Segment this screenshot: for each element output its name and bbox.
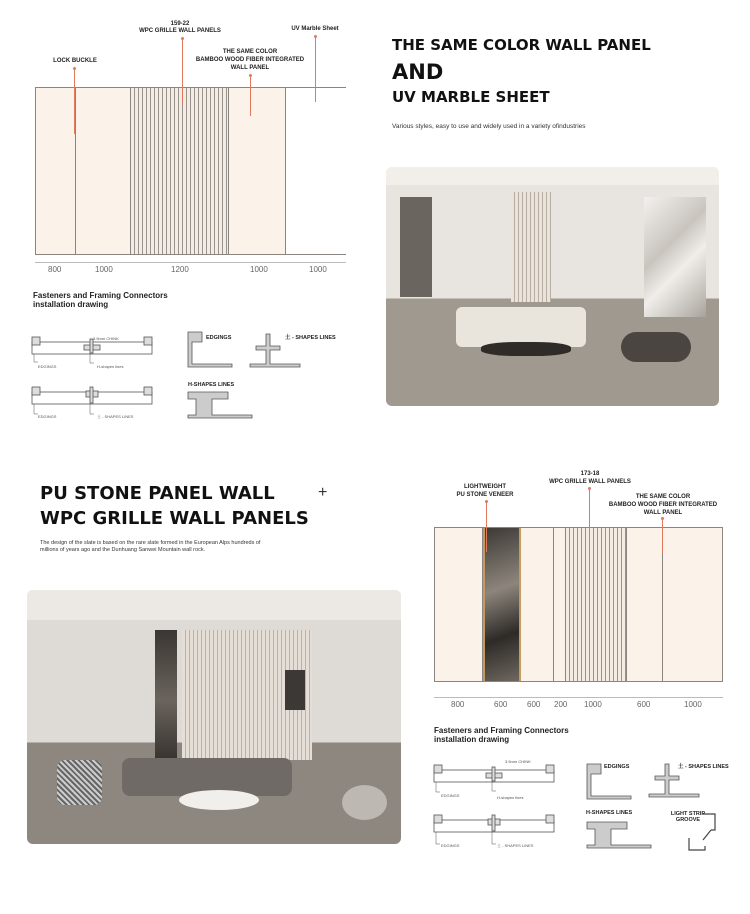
top-description: Various styles, easy to use and widely used in a variety ofindustries bbox=[392, 123, 586, 130]
top-heading-line3: UV MARBLE SHEET bbox=[392, 88, 550, 106]
tshape-small-label: 土 - SHAPES LINES bbox=[97, 414, 134, 419]
tshape-label: 土 - SHAPES LINES bbox=[678, 764, 729, 770]
label-grille-code: 173-18 bbox=[580, 471, 600, 477]
label-grille-code: 159-22 bbox=[170, 21, 190, 27]
living-room-photo-marble bbox=[386, 167, 719, 406]
dimension: 1000 bbox=[309, 265, 327, 274]
dimension: 200 bbox=[554, 700, 568, 709]
dimension: 1000 bbox=[684, 700, 702, 709]
fasteners-title: Fasteners and Framing Connectors bbox=[434, 726, 569, 735]
connector-drawings-icon bbox=[432, 760, 562, 855]
dimension: 800 bbox=[451, 700, 465, 709]
label-lock-buckle: LOCK BUCKLE bbox=[53, 58, 97, 64]
bottom-description-1: The design of the slate is based on the rare slate formed in the European Alps hundreds of bbox=[40, 540, 261, 546]
dimension: 1000 bbox=[584, 700, 602, 709]
edgings-small-label-2: EDGINGS bbox=[38, 414, 57, 419]
dimension: 1000 bbox=[95, 265, 113, 274]
gap-label: 3.5mm CHINK bbox=[93, 336, 119, 341]
living-room-photo-stone bbox=[27, 590, 401, 844]
label-stone-1: LIGHTWEIGHT bbox=[464, 484, 506, 490]
top-heading-line1: THE SAME COLOR WALL PANEL bbox=[392, 36, 651, 54]
label-grille: WPC GRILLE WALL PANELS bbox=[139, 28, 221, 34]
hshape-label: H-SHAPES LINES bbox=[586, 810, 633, 816]
dimension: 1000 bbox=[250, 265, 268, 274]
light-strip-label-2: GROOVE bbox=[675, 817, 701, 823]
edgings-small-label-2: EDGINGS bbox=[441, 843, 460, 848]
top-heading-line2: AND bbox=[392, 60, 444, 84]
fasteners-subtitle: installation drawing bbox=[434, 735, 510, 744]
dimension: 600 bbox=[494, 700, 508, 709]
label-stone-2: PU STONE VENEER bbox=[456, 492, 514, 498]
edgings-small-label: EDGINGS bbox=[441, 793, 460, 798]
wall-panel-drawing bbox=[35, 87, 346, 255]
light-strip-label-1: LIGHT STRIP bbox=[670, 811, 706, 817]
gap-label: 3.5mm CHINK bbox=[505, 759, 531, 764]
bottom-description-2: millions of years ago and the Dunhuang Sanwei Mountain wall rock. bbox=[40, 547, 206, 553]
dimension: 600 bbox=[637, 700, 651, 709]
label-same-color-1: THE SAME COLOR bbox=[635, 494, 691, 500]
edgings-label: EDGINGS bbox=[206, 335, 232, 341]
edgings-small-label: EDGINGS bbox=[38, 364, 57, 369]
label-same-color-2: BAMBOO WOOD FIBER INTEGRATED bbox=[608, 502, 718, 508]
hshape-small-label: H-shapes lines bbox=[97, 364, 124, 369]
hshape-small-label: H-shapes lines bbox=[497, 795, 524, 800]
edgings-label: EDGINGS bbox=[604, 764, 630, 770]
dimension: 800 bbox=[48, 265, 62, 274]
fasteners-subtitle: installation drawing bbox=[33, 300, 109, 309]
bottom-heading-line2: WPC GRILLE WALL PANELS bbox=[40, 508, 309, 529]
dimension: 600 bbox=[527, 700, 541, 709]
label-same-color-3: WALL PANEL bbox=[643, 510, 683, 516]
hshape-label: H-SHAPES LINES bbox=[188, 382, 235, 388]
bottom-heading-line1: PU STONE PANEL WALL bbox=[40, 483, 275, 504]
dimension: 1200 bbox=[171, 265, 189, 274]
label-uv-marble: UV Marble Sheet bbox=[291, 26, 339, 32]
label-grille: WPC GRILLE WALL PANELS bbox=[549, 479, 631, 485]
fasteners-title: Fasteners and Framing Connectors bbox=[33, 291, 168, 300]
label-same-color-2: BAMBOO WOOD FIBER INTEGRATED bbox=[195, 57, 305, 63]
label-same-color-3: WALL PANEL bbox=[230, 65, 270, 71]
profile-shapes-icon bbox=[186, 330, 316, 420]
tshape-small-label: 土 - SHAPES LINES bbox=[497, 843, 534, 848]
wall-panel-drawing bbox=[434, 527, 723, 682]
label-same-color-1: THE SAME COLOR bbox=[222, 49, 278, 55]
tshape-label: 土 - SHAPES LINES bbox=[285, 335, 336, 341]
plus-sign: + bbox=[318, 484, 328, 501]
